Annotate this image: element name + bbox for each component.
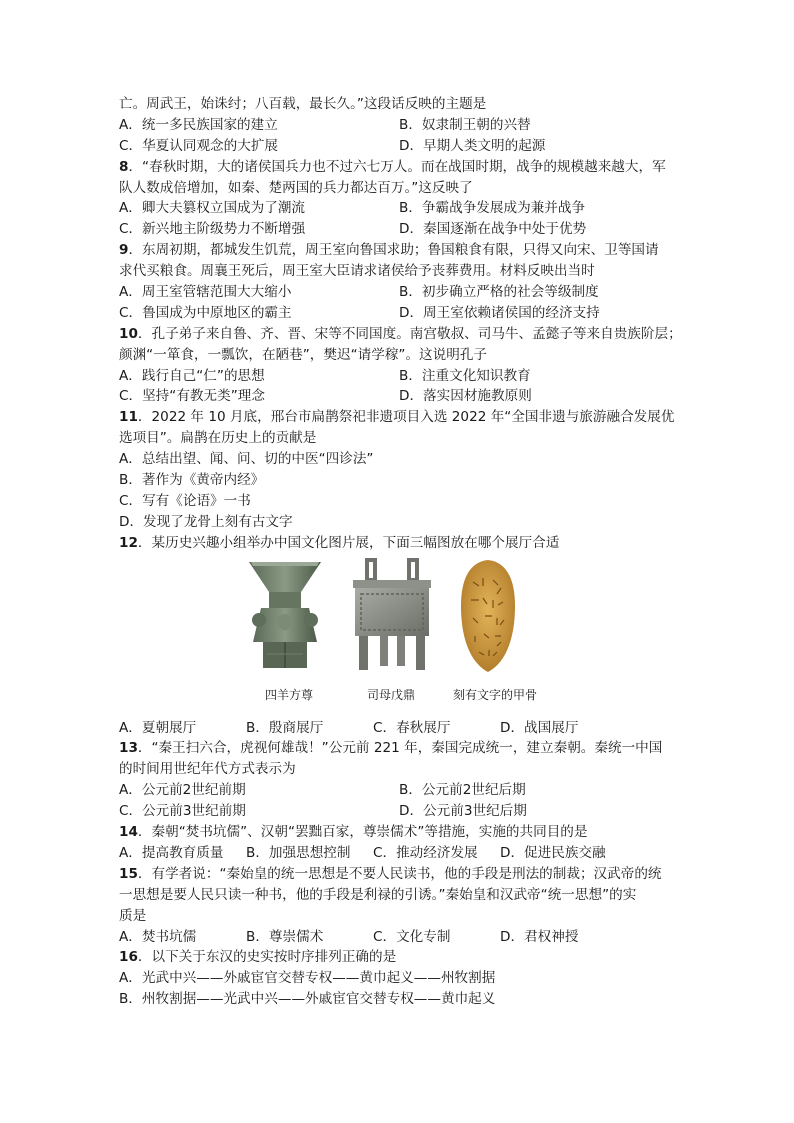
- figure-caption-ding: 司母戊鼎: [367, 687, 416, 702]
- option-a[interactable]: A．光武中兴——外戚宦官交替专权——黄巾起义——州牧割据: [119, 970, 496, 987]
- question-list: [119, 94, 682, 1010]
- question-8-stem-line2: 队人数成倍增加，如秦、楚两国的兵力都达百万。”这反映了: [119, 179, 473, 196]
- artifact-figures: [119, 558, 679, 718]
- option-d[interactable]: D．周王室依赖诸侯国的经济支持: [399, 304, 600, 321]
- option-d[interactable]: D．早期人类文明的起源: [399, 137, 546, 154]
- question-10-options-row2: [119, 386, 679, 407]
- question-8-options-row2: [119, 219, 679, 240]
- oracle-bone-image: [457, 558, 519, 676]
- option-b[interactable]: B．初步确立严格的社会等级制度: [399, 284, 599, 301]
- option-c[interactable]: C．文化专制: [373, 928, 451, 945]
- option-a[interactable]: A．夏朝展厅: [119, 719, 197, 736]
- question-7-tail: 亡。周武王，始诛纣；八百载，最长久。”这段话反映的主题是: [119, 96, 487, 112]
- question-8-options-row1: [119, 198, 679, 219]
- question-number: 8: [119, 158, 129, 175]
- question-14-options: [119, 843, 679, 864]
- question-12-stem: 12．某历史兴趣小组举办中国文化图片展，下面三幅图放在哪个展厅合适: [119, 534, 560, 551]
- option-c[interactable]: C．推动经济发展: [373, 844, 478, 861]
- option-d[interactable]: D．公元前3世纪后期: [399, 803, 527, 820]
- figure-caption-oracle-bone: 刻有文字的甲骨: [453, 687, 538, 702]
- question-13-stem-line2: 的时间用世纪年代方式表示为: [119, 761, 296, 778]
- question-13-stem: 13．“秦王扫六合，虎视何雄哉！”公元前 221 年，秦国完成统一，建立秦朝。秦统一中国: [119, 740, 663, 757]
- question-7-options-row1: [119, 115, 679, 136]
- question-number: 12: [119, 534, 138, 551]
- option-b[interactable]: B．争霸战争发展成为兼并战争: [399, 200, 586, 217]
- question-9-stem: 9．东周初期，都城发生饥荒，周王室向鲁国求助；鲁国粮食有限，只得又向宋、卫等国请: [119, 242, 659, 259]
- question-number: 14: [119, 824, 138, 841]
- question-13-options-row1: [119, 780, 679, 801]
- option-a[interactable]: A．公元前2世纪前期: [119, 782, 246, 799]
- option-b[interactable]: B．殷商展厅: [246, 719, 324, 736]
- question-12-options: [119, 718, 679, 739]
- option-c[interactable]: C．华夏认同观念的大扩展: [119, 137, 279, 154]
- option-a[interactable]: A．焚书坑儒: [119, 928, 197, 945]
- option-c[interactable]: C．公元前3世纪前期: [119, 803, 246, 820]
- option-a[interactable]: A．周王室管辖范围大大缩小: [119, 284, 292, 301]
- figure-caption-zun: 四羊方尊: [265, 687, 314, 702]
- question-15-stem: 15．有学者说：“秦始皇的统一思想是不要人民读书，他的手段是刑法的制裁；汉武帝的统: [119, 865, 662, 882]
- question-13-options-row2: [119, 801, 679, 822]
- question-11-stem: 11．2022 年 10 月底，邢台市扁鹊祭祀非遗项目入选 2022 年“全国非遗与旅游融合发展优: [119, 409, 675, 426]
- option-d[interactable]: D．发现了龙骨上刻有古文字: [119, 513, 293, 530]
- question-9-options-row2: [119, 303, 679, 324]
- four-goat-zun-image: [247, 558, 323, 676]
- option-b[interactable]: B．著作为《黄帝内经》: [119, 472, 265, 489]
- question-number: 10: [119, 325, 138, 342]
- option-b[interactable]: B．公元前2世纪后期: [399, 782, 526, 799]
- option-c[interactable]: C．写有《论语》一书: [119, 492, 251, 509]
- question-number: 9: [119, 242, 129, 259]
- question-15-stem-line2: 一思想是要人民只读一种书，他的手段是利禄的引诱。”秦始皇和汉武帝“统一思想”的实: [119, 886, 637, 903]
- option-b[interactable]: B．加强思想控制: [246, 844, 351, 861]
- option-a[interactable]: A．践行自己“仁”的思想: [119, 367, 265, 384]
- question-10-stem: 10．孔子弟子来自鲁、齐、晋、宋等不同国度。南宫敬叔、司马牛、孟懿子等来自贵族阶层；: [119, 325, 682, 342]
- question-15-stem-line3: 质是: [119, 907, 147, 924]
- option-b[interactable]: B．州牧割据——光武中兴——外戚宦官交替专权——黄巾起义: [119, 991, 496, 1008]
- question-7-options-row2: [119, 136, 679, 157]
- question-10-stem-line2: 颜渊“一箪食，一瓢饮，在陋巷”，樊迟“请学稼”。这说明孔子: [119, 346, 488, 363]
- question-9-stem-line2: 求代买粮食。周襄王死后，周王室大臣请求诸侯给予丧葬费用。材料反映出当时: [119, 263, 595, 280]
- option-b[interactable]: B．尊崇儒术: [246, 928, 324, 945]
- question-number: 15: [119, 865, 138, 882]
- option-a[interactable]: A．提高教育质量: [119, 844, 224, 861]
- option-a[interactable]: A．卿大夫篡权立国成为了潮流: [119, 200, 306, 217]
- option-d[interactable]: D．战国展厅: [500, 719, 579, 736]
- option-c[interactable]: C．鲁国成为中原地区的霸主: [119, 304, 292, 321]
- option-b[interactable]: B．注重文化知识教育: [399, 367, 531, 384]
- question-10-options-row1: [119, 366, 679, 387]
- question-14-stem: 14．秦朝“焚书坑儒”、汉朝“罢黜百家，尊崇儒术”等措施，实施的共同目的是: [119, 824, 588, 841]
- option-d[interactable]: D．秦国逐渐在战争中处于优势: [399, 221, 587, 238]
- question-9-options-row1: [119, 282, 679, 303]
- question-15-options: [119, 927, 679, 948]
- option-d[interactable]: D．落实因材施教原则: [399, 388, 532, 405]
- question-number: 11: [119, 409, 138, 426]
- option-d[interactable]: D．君权神授: [500, 928, 579, 945]
- option-a[interactable]: A．总结出望、闻、问、切的中医“四诊法”: [119, 451, 374, 468]
- question-8-stem: 8．“春秋时期，大的诸侯国兵力也不过六七万人。而在战国时期，战争的规模越来越大，军: [119, 158, 666, 175]
- option-b[interactable]: B．奴隶制王朝的兴替: [399, 116, 531, 133]
- question-11-stem-line2: 选项目”。扁鹊在历史上的贡献是: [119, 430, 317, 447]
- question-16-stem: 16．以下关于东汉的史实按时序排列正确的是: [119, 949, 397, 966]
- question-number: 16: [119, 949, 138, 966]
- simuwu-ding-image: [347, 558, 437, 676]
- option-a[interactable]: A．统一多民族国家的建立: [119, 116, 278, 133]
- option-c[interactable]: C．春秋展厅: [373, 719, 451, 736]
- question-number: 13: [119, 740, 138, 757]
- option-d[interactable]: D．促进民族交融: [500, 844, 606, 861]
- option-c[interactable]: C．坚持“有教无类”理念: [119, 388, 265, 405]
- option-c[interactable]: C．新兴地主阶级势力不断增强: [119, 221, 306, 238]
